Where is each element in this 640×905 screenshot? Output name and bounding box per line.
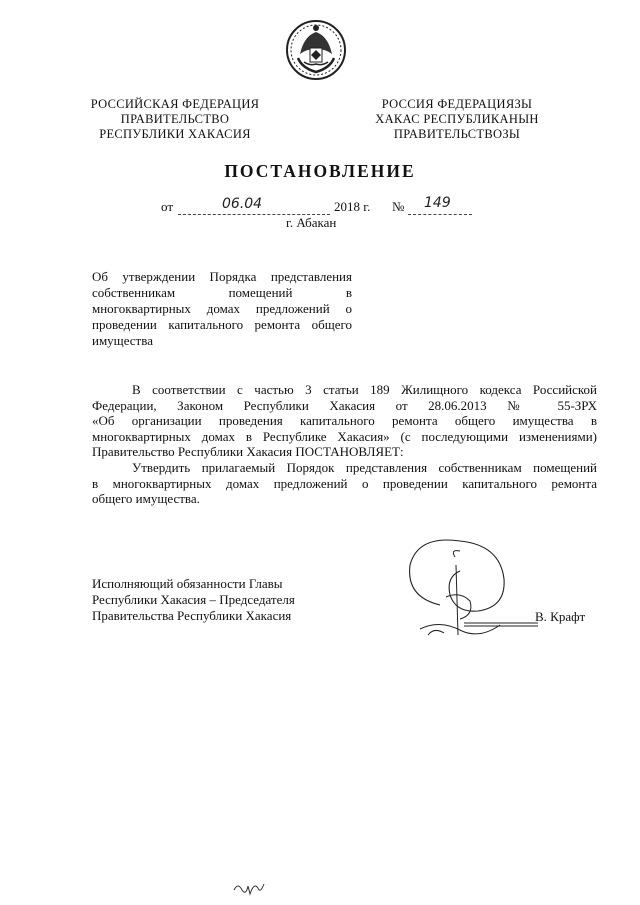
subject-line: многоквартирных домах предложений о <box>92 301 352 316</box>
header-left <box>80 97 270 142</box>
header-right <box>362 97 552 142</box>
header-left-line: ПРАВИТЕЛЬСТВО <box>120 112 230 126</box>
subject-block <box>92 269 352 349</box>
body-line: Утвердить прилагаемый Порядок представления собственникам помещений <box>132 459 597 475</box>
subject-line: имущества <box>92 333 153 348</box>
body-line: многоквартирных домах в Республике Хакасия» (с последующими изменениями) <box>92 428 597 444</box>
header-right-line: ХАКАС РЕСПУБЛИКАНЫН <box>375 112 539 126</box>
header-right-line: РОССИЯ ФЕДЕРАЦИЯЗЫ <box>381 97 533 111</box>
body-line: Федерации, Законом Республики Хакасия от 28.06.2013 № 55-ЗРХ <box>92 397 597 413</box>
header-right-line: ПРАВИТЕЛЬСТВОЗЫ <box>393 127 521 141</box>
number-underline <box>408 214 472 215</box>
signatory-line: Республики Хакасия – Председателя <box>92 592 295 607</box>
subject-line: Об утверждении Порядка представления <box>92 269 352 284</box>
signatory-block <box>92 576 295 624</box>
signatory-line: Правительства Республики Хакасия <box>92 608 292 623</box>
header-left-line: РОССИЙСКАЯ ФЕДЕРАЦИЯ <box>90 97 260 111</box>
date-handwritten: 06.04 <box>222 196 263 212</box>
handwritten-signature <box>400 535 550 645</box>
coat-of-arms-emblem <box>284 18 348 82</box>
date-prefix: от <box>161 199 174 214</box>
signatory-line: Исполняющий обязанности Главы <box>92 576 283 591</box>
number-sign: № <box>392 199 405 214</box>
signatory-name: В. Крафт <box>535 609 586 624</box>
body-line: «Об организации проведения капитального ремонта общего имущества в <box>92 413 597 429</box>
body-text <box>92 382 597 507</box>
subject-line: проведении капитального ремонта общего <box>92 317 352 332</box>
date-year: 2018 г. <box>334 199 371 214</box>
header-left-line: РЕСПУБЛИКИ ХАКАСИЯ <box>99 127 251 141</box>
handwritten-page-mark <box>232 876 266 900</box>
body-line: Правительство Республики Хакасия ПОСТАНОВЛЯЕТ: <box>92 444 404 460</box>
document-title: ПОСТАНОВЛЕНИЕ <box>224 161 416 181</box>
body-line: в многоквартирных домах предложений о проведении капитального ремонта <box>92 475 597 491</box>
city-label: г. Абакан <box>286 215 337 230</box>
body-line: общего имущества. <box>92 491 200 507</box>
body-line: В соответствии с частью 3 статьи 189 Жилищного кодекса Российской <box>132 382 597 397</box>
number-handwritten: 149 <box>424 195 451 211</box>
subject-line: собственникам помещений в <box>92 285 352 300</box>
